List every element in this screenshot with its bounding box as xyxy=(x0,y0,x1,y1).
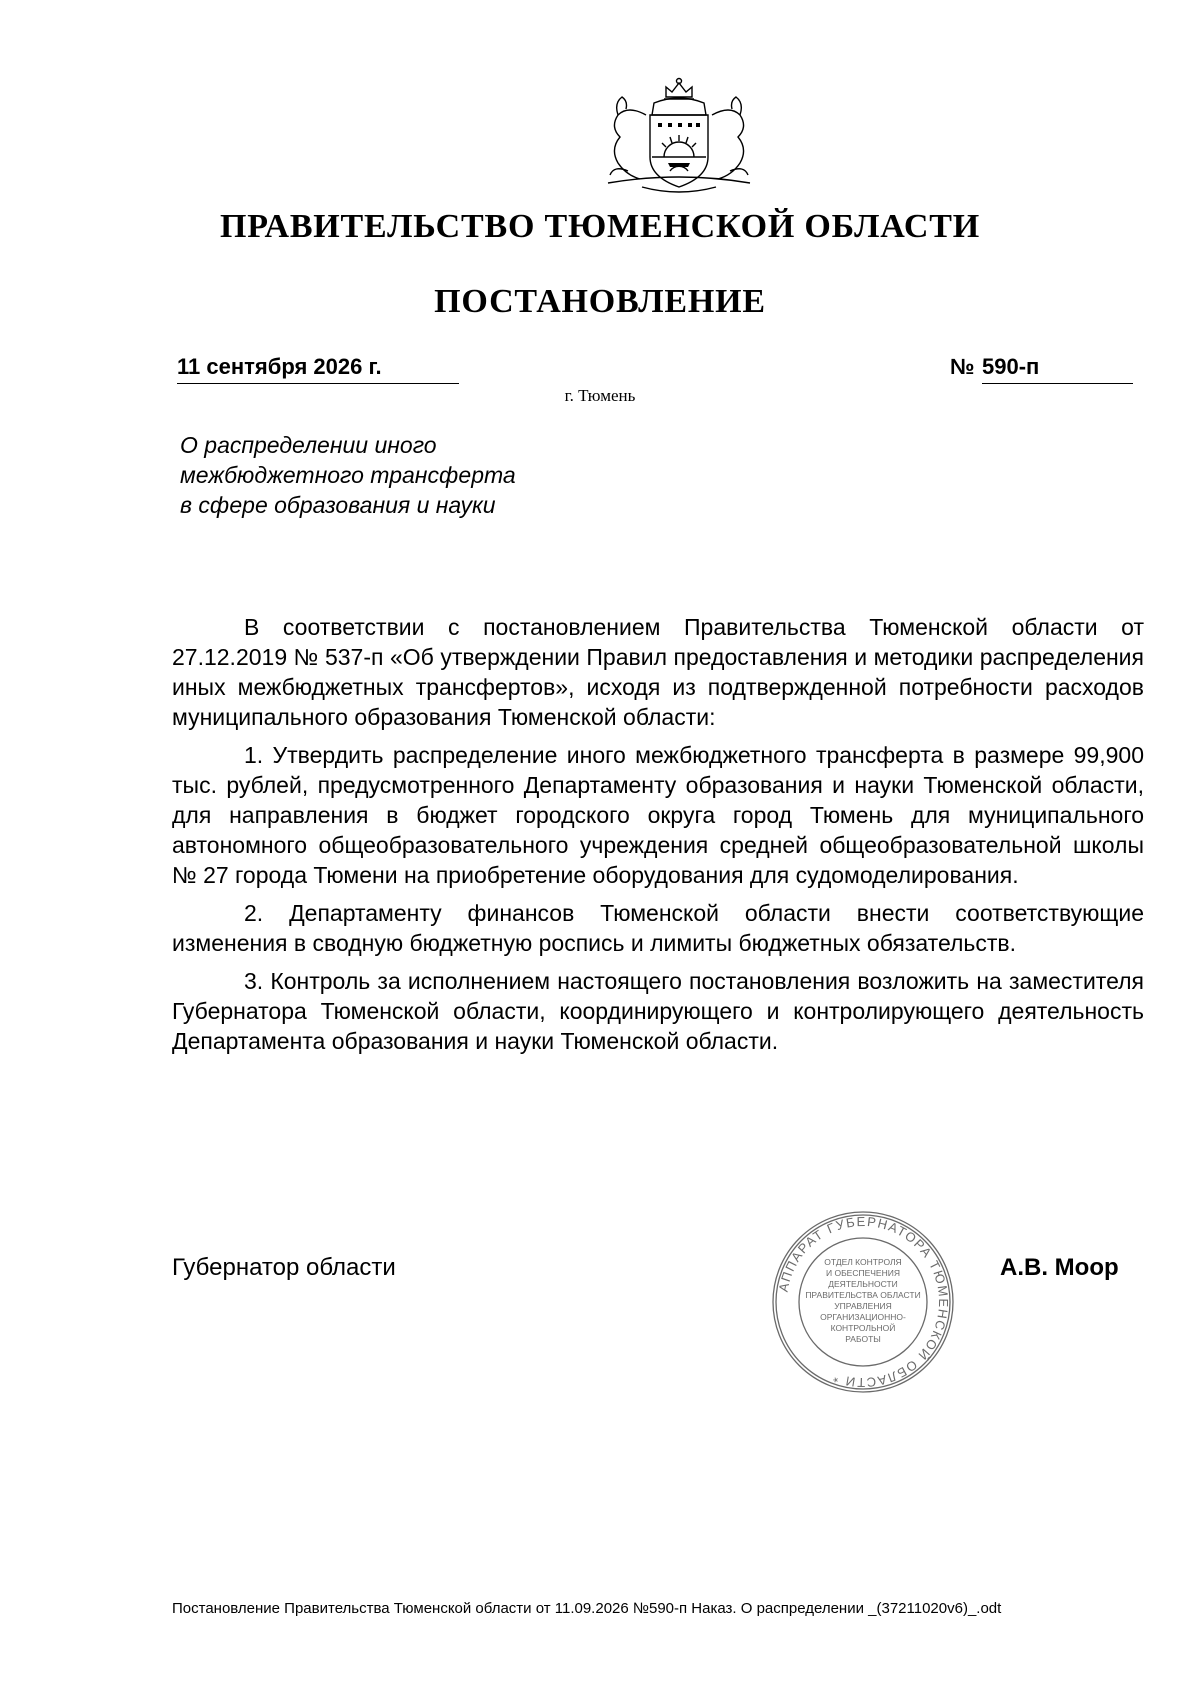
document-body xyxy=(172,612,1144,1064)
coat-of-arms-emblem xyxy=(588,75,770,195)
svg-text:ОТДЕЛ КОНТРОЛЯ: ОТДЕЛ КОНТРОЛЯ xyxy=(824,1257,902,1267)
document-subject xyxy=(180,430,600,520)
organization-title: ПРАВИТЕЛЬСТВО ТЮМЕНСКОЙ ОБЛАСТИ xyxy=(220,208,980,245)
svg-text:ДЕЯТЕЛЬНОСТИ: ДЕЯТЕЛЬНОСТИ xyxy=(828,1279,898,1289)
document-type-title: ПОСТАНОВЛЕНИЕ xyxy=(434,283,766,320)
svg-text:ПРАВИТЕЛЬСТВА ОБЛАСТИ: ПРАВИТЕЛЬСТВА ОБЛАСТИ xyxy=(805,1290,921,1300)
document-date: 11 сентября 2026 г. xyxy=(177,354,459,384)
signer-title: Губернатор области xyxy=(172,1254,396,1281)
subject-line: в сфере образования и науки xyxy=(180,492,496,518)
number-sign: № xyxy=(950,354,975,379)
document-number: 590-п xyxy=(982,354,1133,384)
svg-text:УПРАВЛЕНИЯ: УПРАВЛЕНИЯ xyxy=(834,1301,892,1311)
svg-text:КОНТРОЛЬНОЙ: КОНТРОЛЬНОЙ xyxy=(830,1323,896,1333)
svg-text:ОРГАНИЗАЦИОННО-: ОРГАНИЗАЦИОННО- xyxy=(820,1312,906,1322)
svg-text:И ОБЕСПЕЧЕНИЯ: И ОБЕСПЕЧЕНИЯ xyxy=(826,1268,900,1278)
subject-line: межбюджетного трансферта xyxy=(180,462,516,488)
svg-text:РАБОТЫ: РАБОТЫ xyxy=(845,1334,881,1344)
signer-name: А.В. Моор xyxy=(1000,1254,1119,1281)
file-footer: Постановление Правительства Тюменской области от 11.09.2026 №590-п Наказ. О распределении _(37211020v6)_.odt xyxy=(172,1600,1002,1617)
item-3-paragraph: 3. Контроль за исполнением настоящего постановления возложить на заместителя Губернатора Тюменской области, координирующего и контролирующего деятельность Департамента образования и науки Тюменской области. xyxy=(172,968,1144,1054)
preamble-paragraph: В соответствии с постановлением Правительства Тюменской области от 27.12.2019 № 537-п «Об утверждении Правил предоставления и методики распределения иных межбюджетных трансфертов», исходя из подтвержденной потребности расходов муниципального образования Тюменской области: xyxy=(172,614,1144,730)
svg-text:АППАРАТ ГУБЕРНАТОРА ТЮМЕНСКОЙ: АППАРАТ ГУБЕРНАТОРА ТЮМЕНСКОЙ ОБЛАСТИ * xyxy=(775,1213,952,1391)
item-2-paragraph: 2. Департаменту финансов Тюменской области внести соответствующие изменения в сводную бюджетную роспись и лимиты бюджетных обязательств. xyxy=(172,900,1144,956)
official-stamp xyxy=(768,1207,958,1397)
city-label: г. Тюмень xyxy=(564,386,636,405)
subject-line: О распределении иного xyxy=(180,432,437,458)
item-1-paragraph: 1. Утвердить распределение иного межбюджетного трансферта в размере 99,900 тыс. рублей, предусмотренного Департаменту образования и науки Тюменской области, для направления в бюджет городского округа город Тюмень для муниципального автономного общеобразовательного учреждения средней общеобразовательной школы № 27 города Тюмени на приобретение оборудования для судомоделирования. xyxy=(172,742,1144,888)
